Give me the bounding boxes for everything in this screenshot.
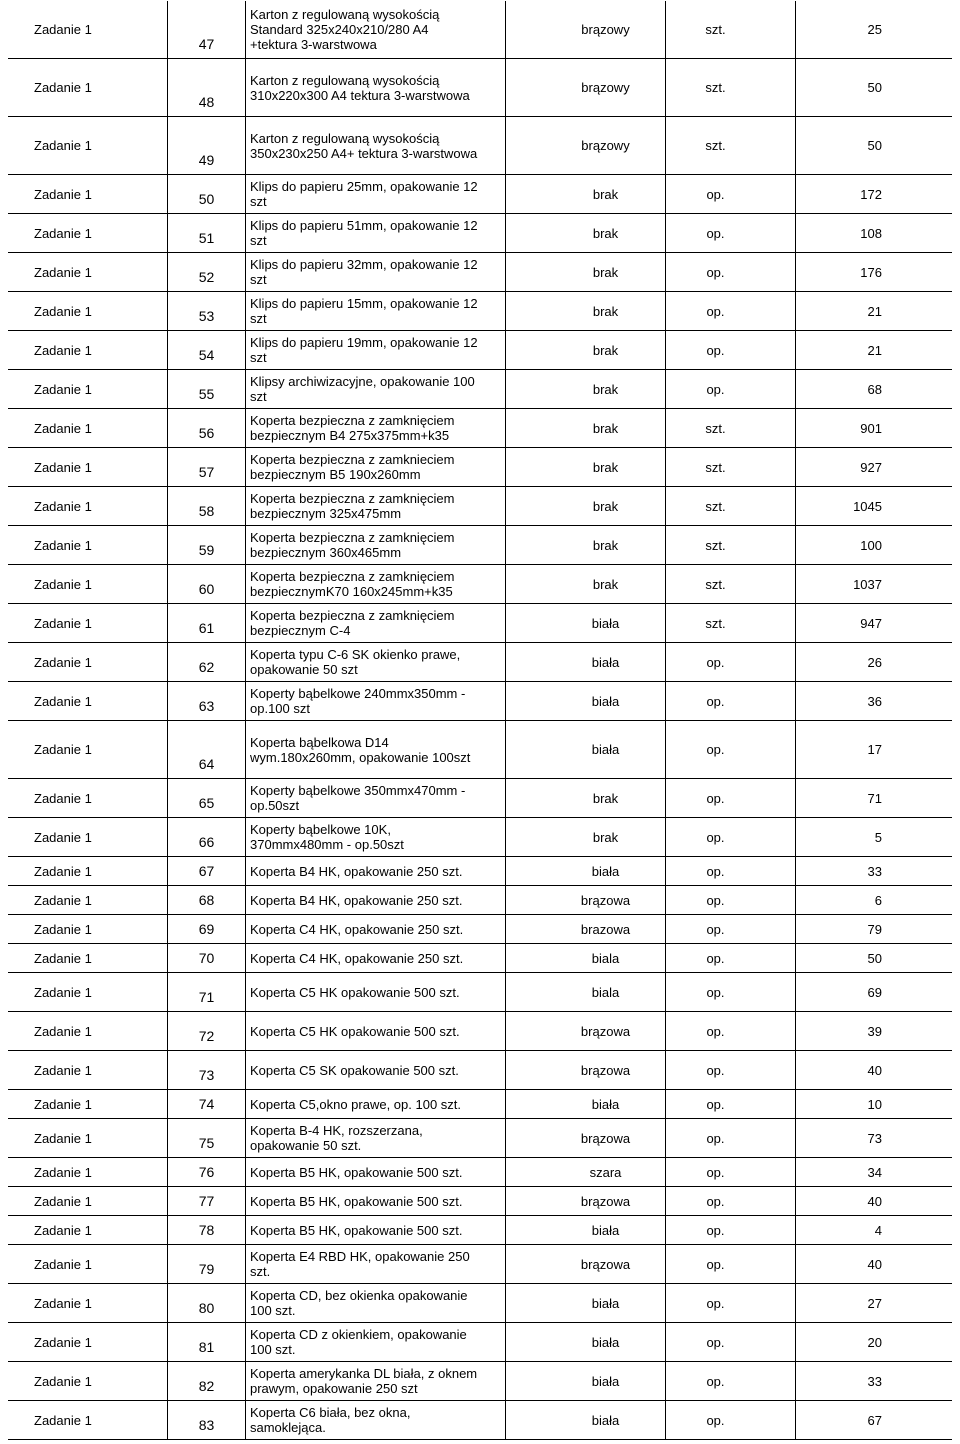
task-cell: Zadanie 1 [8, 1401, 168, 1439]
description-cell: Koperta B5 HK, opakowanie 500 szt. [246, 1187, 506, 1215]
item-number-cell: 66 [168, 818, 246, 856]
color-cell: brak [506, 370, 666, 408]
table-row [8, 253, 952, 292]
quantity-cell: 10 [867, 1096, 882, 1112]
item-number-cell: 51 [168, 214, 246, 252]
color-cell: biała [506, 857, 666, 885]
color-cell: brak [506, 487, 666, 525]
task-cell: Zadanie 1 [8, 779, 168, 817]
color-cell: biała [506, 643, 666, 681]
item-number-cell: 82 [168, 1362, 246, 1400]
unit-cell: szt. [666, 487, 796, 525]
table-row [8, 565, 952, 604]
description-cell: Koperta B4 HK, opakowanie 250 szt. [246, 857, 506, 885]
quantity-cell: 5 [874, 829, 882, 845]
description-cell: Koperta E4 RBD HK, opakowanie 250 szt. [246, 1245, 506, 1283]
table-row [8, 1216, 952, 1245]
quantity-cell: 68 [867, 381, 882, 397]
item-number-cell: 50 [168, 175, 246, 213]
quantity-cell: 27 [867, 1295, 882, 1311]
color-cell: brak [506, 565, 666, 603]
task-cell: Zadanie 1 [8, 1284, 168, 1322]
table-row [8, 1119, 952, 1158]
task-cell: Zadanie 1 [8, 331, 168, 369]
task-cell: Zadanie 1 [8, 886, 168, 914]
table-row [8, 292, 952, 331]
unit-cell: szt. [666, 409, 796, 447]
color-cell: biała [506, 1323, 666, 1361]
unit-cell: op. [666, 1216, 796, 1244]
unit-cell: op. [666, 643, 796, 681]
task-cell: Zadanie 1 [8, 1187, 168, 1215]
description-cell: Koperta C4 HK, opakowanie 250 szt. [246, 915, 506, 943]
quantity-cell: 50 [867, 80, 882, 95]
task-cell: Zadanie 1 [8, 1323, 168, 1361]
quantity-cell: 26 [867, 654, 882, 670]
table-row [8, 214, 952, 253]
unit-cell: szt. [666, 1, 796, 58]
task-cell: Zadanie 1 [8, 253, 168, 291]
quantity-cell: 40 [867, 1256, 882, 1272]
description-cell: Koperta C5 HK opakowanie 500 szt. [246, 973, 506, 1011]
description-cell: Klips do papieru 51mm, opakowanie 12 szt [246, 214, 506, 252]
color-cell: brak [506, 409, 666, 447]
color-cell: biała [506, 604, 666, 642]
item-number-cell: 72 [168, 1012, 246, 1050]
quantity-cell: 40 [867, 1062, 882, 1078]
table-row [8, 448, 952, 487]
color-cell: brak [506, 526, 666, 564]
item-number-cell: 80 [168, 1284, 246, 1322]
item-number-cell: 49 [168, 117, 246, 174]
description-cell: Koperta C5,okno prawe, op. 100 szt. [246, 1090, 506, 1118]
color-cell: brak [506, 818, 666, 856]
description-cell: Koperta B5 HK, opakowanie 500 szt. [246, 1158, 506, 1186]
item-number-cell: 64 [168, 721, 246, 778]
description-cell: Karton z regulowaną wysokością 350x230x250 A4+ tektura 3-warstwowa [246, 117, 506, 174]
task-cell: Zadanie 1 [8, 643, 168, 681]
description-cell: Koperta bezpieczna z zamknieciem bezpiecznym B5 190x260mm [246, 448, 506, 486]
task-cell: Zadanie 1 [8, 448, 168, 486]
quantity-cell: 69 [867, 984, 882, 1000]
item-number-cell: 76 [168, 1158, 246, 1186]
item-number-cell: 79 [168, 1245, 246, 1283]
table-row [8, 604, 952, 643]
description-cell: Koperta C5 HK opakowanie 500 szt. [246, 1012, 506, 1050]
unit-cell: op. [666, 1158, 796, 1186]
quantity-cell: 79 [867, 921, 882, 937]
description-cell: Klips do papieru 15mm, opakowanie 12 szt [246, 292, 506, 330]
item-number-cell: 67 [168, 857, 246, 885]
item-number-cell: 70 [168, 944, 246, 972]
table-row [8, 331, 952, 370]
table-row [8, 1284, 952, 1323]
color-cell: szara [506, 1158, 666, 1186]
color-cell: brązowy [506, 1, 666, 58]
table-row [8, 857, 952, 886]
color-cell: biała [506, 682, 666, 720]
description-cell: Karton z regulowaną wysokością Standard 325x240x210/280 A4 +tektura 3-warstwowa [246, 1, 506, 58]
color-cell: biala [506, 944, 666, 972]
color-cell: biała [506, 1362, 666, 1400]
item-number-cell: 77 [168, 1187, 246, 1215]
color-cell: brazowa [506, 915, 666, 943]
quantity-cell: 40 [867, 1193, 882, 1209]
item-number-cell: 47 [168, 1, 246, 58]
table-row [8, 682, 952, 721]
description-cell: Koperta bezpieczna z zamknięciem bezpiecznymK70 160x245mm+k35 [246, 565, 506, 603]
quantity-cell: 6 [874, 892, 882, 908]
task-cell: Zadanie 1 [8, 915, 168, 943]
table-row [8, 721, 952, 779]
color-cell: brak [506, 331, 666, 369]
table-row [8, 370, 952, 409]
unit-cell: op. [666, 857, 796, 885]
quantity-cell: 4 [874, 1222, 882, 1238]
item-number-cell: 74 [168, 1090, 246, 1118]
unit-cell: szt. [666, 604, 796, 642]
color-cell: brak [506, 253, 666, 291]
task-cell: Zadanie 1 [8, 721, 168, 778]
table-row [8, 886, 952, 915]
table-row [8, 175, 952, 214]
quantity-cell: 927 [860, 459, 882, 475]
task-cell: Zadanie 1 [8, 175, 168, 213]
unit-cell: op. [666, 1090, 796, 1118]
table-row [8, 1, 952, 59]
quantity-cell: 33 [867, 863, 882, 879]
quantity-cell: 34 [867, 1164, 882, 1180]
quantity-cell: 67 [867, 1412, 882, 1428]
table-row [8, 818, 952, 857]
item-number-cell: 56 [168, 409, 246, 447]
quantity-cell: 1045 [853, 498, 882, 514]
order-table [8, 1, 952, 1440]
table-row [8, 1012, 952, 1051]
unit-cell: op. [666, 175, 796, 213]
description-cell: Koperta C6 biała, bez okna, samoklejąca. [246, 1401, 506, 1439]
description-cell: Koperta CD, bez okienka opakowanie 100 szt. [246, 1284, 506, 1322]
description-cell: Koperta typu C-6 SK okienko prawe, opakowanie 50 szt [246, 643, 506, 681]
description-cell: Koperta bąbelkowa D14 wym.180x260mm, opakowanie 100szt [246, 721, 506, 778]
color-cell: brak [506, 214, 666, 252]
table-row [8, 1362, 952, 1401]
description-cell: Koperta bezpieczna z zamknięciem bezpiecznym 360x465mm [246, 526, 506, 564]
unit-cell: op. [666, 973, 796, 1011]
description-cell: Koperta C4 HK, opakowanie 250 szt. [246, 944, 506, 972]
description-cell: Koperta CD z okienkiem, opakowanie 100 szt. [246, 1323, 506, 1361]
quantity-cell: 33 [867, 1373, 882, 1389]
item-number-cell: 48 [168, 59, 246, 116]
quantity-cell: 1037 [853, 576, 882, 592]
unit-cell: op. [666, 1362, 796, 1400]
table-row [8, 1401, 952, 1440]
quantity-cell: 50 [867, 138, 882, 153]
task-cell: Zadanie 1 [8, 526, 168, 564]
color-cell: biala [506, 973, 666, 1011]
unit-cell: op. [666, 1012, 796, 1050]
unit-cell: szt. [666, 565, 796, 603]
unit-cell: op. [666, 253, 796, 291]
color-cell: brak [506, 175, 666, 213]
unit-cell: op. [666, 682, 796, 720]
task-cell: Zadanie 1 [8, 117, 168, 174]
item-number-cell: 68 [168, 886, 246, 914]
unit-cell: szt. [666, 117, 796, 174]
color-cell: biała [506, 1401, 666, 1439]
unit-cell: op. [666, 370, 796, 408]
color-cell: brązowa [506, 886, 666, 914]
table-row [8, 487, 952, 526]
task-cell: Zadanie 1 [8, 487, 168, 525]
table-row [8, 779, 952, 818]
item-number-cell: 52 [168, 253, 246, 291]
task-cell: Zadanie 1 [8, 565, 168, 603]
description-cell: Koperty bąbelkowe 10K, 370mmx480mm - op.50szt [246, 818, 506, 856]
color-cell: brązowy [506, 59, 666, 116]
color-cell: brązowa [506, 1119, 666, 1157]
quantity-cell: 108 [860, 225, 882, 241]
item-number-cell: 58 [168, 487, 246, 525]
unit-cell: szt. [666, 526, 796, 564]
unit-cell: op. [666, 1245, 796, 1283]
unit-cell: op. [666, 1119, 796, 1157]
color-cell: brązowa [506, 1051, 666, 1089]
item-number-cell: 75 [168, 1119, 246, 1157]
description-cell: Koperta B5 HK, opakowanie 500 szt. [246, 1216, 506, 1244]
task-cell: Zadanie 1 [8, 1090, 168, 1118]
item-number-cell: 57 [168, 448, 246, 486]
item-number-cell: 78 [168, 1216, 246, 1244]
quantity-cell: 39 [867, 1023, 882, 1039]
table-row [8, 117, 952, 175]
description-cell: Klips do papieru 19mm, opakowanie 12 szt [246, 331, 506, 369]
unit-cell: op. [666, 721, 796, 778]
color-cell: brak [506, 779, 666, 817]
unit-cell: op. [666, 1284, 796, 1322]
unit-cell: op. [666, 779, 796, 817]
quantity-cell: 25 [867, 22, 882, 37]
unit-cell: op. [666, 1187, 796, 1215]
table-row [8, 526, 952, 565]
table-row [8, 59, 952, 117]
table-row [8, 409, 952, 448]
task-cell: Zadanie 1 [8, 682, 168, 720]
description-cell: Karton z regulowaną wysokością 310x220x300 A4 tektura 3-warstwowa [246, 59, 506, 116]
quantity-cell: 21 [867, 303, 882, 319]
task-cell: Zadanie 1 [8, 818, 168, 856]
unit-cell: op. [666, 1401, 796, 1439]
task-cell: Zadanie 1 [8, 1119, 168, 1157]
quantity-cell: 176 [860, 264, 882, 280]
description-cell: Koperta B4 HK, opakowanie 250 szt. [246, 886, 506, 914]
color-cell: brązowa [506, 1012, 666, 1050]
quantity-cell: 100 [860, 537, 882, 553]
description-cell: Koperta C5 SK opakowanie 500 szt. [246, 1051, 506, 1089]
unit-cell: szt. [666, 59, 796, 116]
description-cell: Koperta bezpieczna z zamknięciem bezpiecznym 325x475mm [246, 487, 506, 525]
item-number-cell: 81 [168, 1323, 246, 1361]
task-cell: Zadanie 1 [8, 1245, 168, 1283]
unit-cell: op. [666, 886, 796, 914]
table-row [8, 973, 952, 1012]
task-cell: Zadanie 1 [8, 59, 168, 116]
quantity-cell: 73 [867, 1130, 882, 1146]
unit-cell: op. [666, 915, 796, 943]
quantity-cell: 21 [867, 342, 882, 358]
quantity-cell: 50 [867, 950, 882, 966]
item-number-cell: 83 [168, 1401, 246, 1439]
task-cell: Zadanie 1 [8, 944, 168, 972]
unit-cell: op. [666, 1323, 796, 1361]
quantity-cell: 36 [867, 693, 882, 709]
task-cell: Zadanie 1 [8, 1216, 168, 1244]
item-number-cell: 69 [168, 915, 246, 943]
item-number-cell: 65 [168, 779, 246, 817]
description-cell: Klips do papieru 25mm, opakowanie 12 szt [246, 175, 506, 213]
table-row [8, 1051, 952, 1090]
task-cell: Zadanie 1 [8, 1, 168, 58]
quantity-cell: 901 [860, 420, 882, 436]
table-row [8, 944, 952, 973]
task-cell: Zadanie 1 [8, 214, 168, 252]
unit-cell: op. [666, 214, 796, 252]
description-cell: Koperta B-4 HK, rozszerzana, opakowanie 50 szt. [246, 1119, 506, 1157]
table-row [8, 1158, 952, 1187]
task-cell: Zadanie 1 [8, 973, 168, 1011]
table-row [8, 915, 952, 944]
description-cell: Koperta amerykanka DL biała, z oknem prawym, opakowanie 250 szt [246, 1362, 506, 1400]
item-number-cell: 62 [168, 643, 246, 681]
table-row [8, 1323, 952, 1362]
task-cell: Zadanie 1 [8, 1012, 168, 1050]
quantity-cell: 947 [860, 615, 882, 631]
unit-cell: op. [666, 331, 796, 369]
color-cell: biała [506, 1216, 666, 1244]
unit-cell: op. [666, 818, 796, 856]
color-cell: biała [506, 1284, 666, 1322]
item-number-cell: 63 [168, 682, 246, 720]
color-cell: biała [506, 1090, 666, 1118]
color-cell: biała [506, 721, 666, 778]
task-cell: Zadanie 1 [8, 1362, 168, 1400]
task-cell: Zadanie 1 [8, 857, 168, 885]
item-number-cell: 61 [168, 604, 246, 642]
description-cell: Klips do papieru 32mm, opakowanie 12 szt [246, 253, 506, 291]
quantity-cell: 17 [867, 742, 882, 757]
color-cell: brak [506, 292, 666, 330]
task-cell: Zadanie 1 [8, 604, 168, 642]
table-row [8, 1187, 952, 1216]
unit-cell: szt. [666, 448, 796, 486]
item-number-cell: 71 [168, 973, 246, 1011]
task-cell: Zadanie 1 [8, 292, 168, 330]
task-cell: Zadanie 1 [8, 1051, 168, 1089]
item-number-cell: 59 [168, 526, 246, 564]
quantity-cell: 172 [860, 186, 882, 202]
quantity-cell: 20 [867, 1334, 882, 1350]
description-cell: Koperta bezpieczna z zamknięciem bezpiecznym C-4 [246, 604, 506, 642]
item-number-cell: 73 [168, 1051, 246, 1089]
description-cell: Klipsy archiwizacyjne, opakowanie 100 szt [246, 370, 506, 408]
table-row [8, 1090, 952, 1119]
item-number-cell: 55 [168, 370, 246, 408]
color-cell: brązowa [506, 1187, 666, 1215]
item-number-cell: 54 [168, 331, 246, 369]
description-cell: Koperty bąbelkowe 350mmx470mm - op.50szt [246, 779, 506, 817]
item-number-cell: 60 [168, 565, 246, 603]
color-cell: brązowa [506, 1245, 666, 1283]
task-cell: Zadanie 1 [8, 1158, 168, 1186]
color-cell: brak [506, 448, 666, 486]
item-number-cell: 53 [168, 292, 246, 330]
task-cell: Zadanie 1 [8, 409, 168, 447]
unit-cell: op. [666, 1051, 796, 1089]
quantity-cell: 71 [867, 790, 882, 806]
table-row [8, 1245, 952, 1284]
color-cell: brązowy [506, 117, 666, 174]
task-cell: Zadanie 1 [8, 370, 168, 408]
unit-cell: op. [666, 292, 796, 330]
table-row [8, 643, 952, 682]
description-cell: Koperta bezpieczna z zamknięciem bezpiecznym B4 275x375mm+k35 [246, 409, 506, 447]
description-cell: Koperty bąbelkowe 240mmx350mm - op.100 szt [246, 682, 506, 720]
unit-cell: op. [666, 944, 796, 972]
